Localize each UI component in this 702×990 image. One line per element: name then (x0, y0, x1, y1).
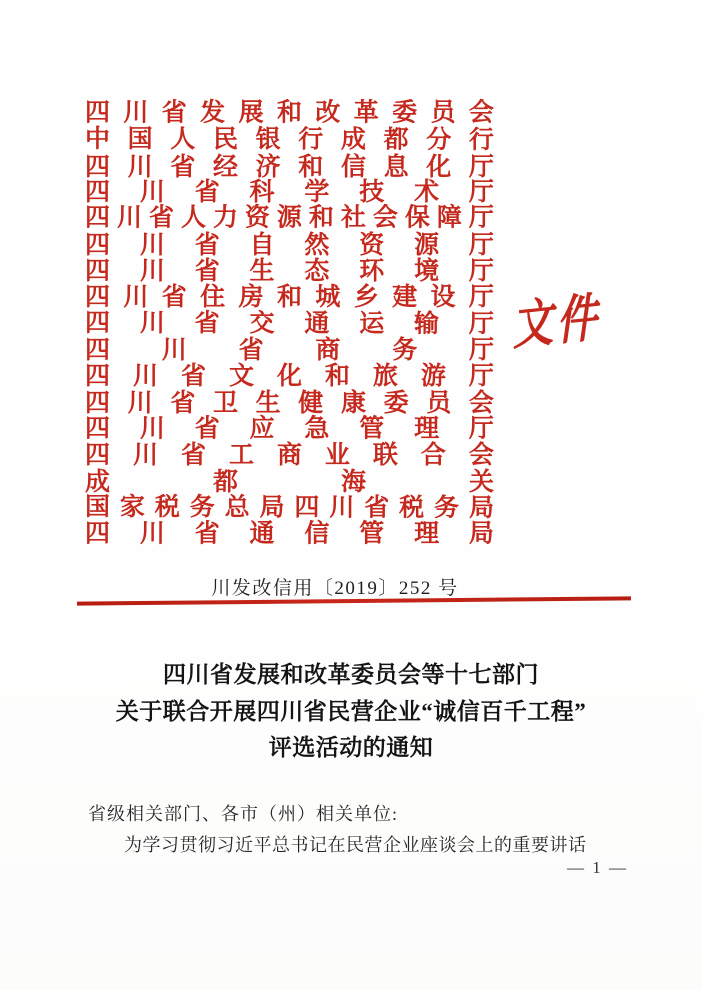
agency-row (85, 338, 494, 364)
agency-character: 厅 (468, 336, 494, 364)
agency-character: 革 (353, 99, 379, 127)
agency-character: 技 (359, 178, 385, 206)
agency-character: 四 (85, 257, 111, 285)
agency-character: 交 (249, 310, 275, 338)
agency-character: 局 (468, 495, 495, 523)
agency-row (85, 311, 494, 338)
agency-character: 息 (383, 153, 409, 181)
agency-character: 和 (276, 99, 302, 127)
agency-character: 经 (212, 153, 238, 181)
agency-character: 和 (298, 153, 324, 181)
agency-character: 四 (85, 414, 111, 442)
agency-character: 厅 (468, 178, 494, 206)
agency-character: 委 (383, 390, 409, 418)
agency-character: 省 (180, 362, 206, 390)
agency-character: 和 (276, 284, 302, 312)
agency-character: 厅 (468, 257, 494, 285)
agency-character: 四 (85, 99, 111, 127)
document-title (0, 657, 702, 767)
agency-character: 信 (340, 153, 366, 181)
agency-character: 川 (139, 520, 165, 548)
agency-character: 保 (404, 204, 430, 232)
agency-character: 应 (249, 414, 275, 442)
agency-character: 成 (85, 468, 111, 496)
agency-character: 员 (426, 390, 452, 418)
agency-character: 房 (238, 284, 264, 312)
agency-row (85, 100, 494, 126)
title-line-1: 四川省发展和改革委员会等十七部门 (163, 662, 539, 687)
agency-character: 川 (139, 178, 165, 206)
agency-row (85, 285, 494, 311)
agency-character: 都 (383, 126, 409, 155)
agency-character: 局 (259, 494, 285, 522)
agency-character: 生 (249, 257, 275, 285)
agency-character: 厅 (468, 204, 494, 232)
agency-character: 改 (315, 99, 341, 127)
agency-character: 税 (399, 495, 425, 523)
agency-character: 联 (372, 441, 398, 469)
agency-character: 关 (468, 468, 494, 496)
agency-character: 管 (359, 520, 385, 548)
agency-character: 术 (414, 178, 440, 206)
issuing-agencies-list (85, 101, 494, 548)
agency-character: 通 (304, 310, 330, 338)
agency-character: 行 (468, 127, 494, 155)
agency-character: 四 (85, 336, 111, 364)
agency-character: 社 (340, 204, 366, 232)
agency-character: 境 (414, 257, 440, 285)
agency-character: 中 (84, 126, 111, 154)
agency-character: 四 (85, 178, 111, 206)
agency-character: 川 (132, 441, 158, 469)
agency-character: 厅 (468, 284, 494, 312)
agency-character: 川 (139, 414, 165, 442)
agency-character: 资 (359, 232, 385, 260)
agency-character: 省 (194, 232, 220, 260)
agency-character: 乡 (353, 284, 379, 312)
agency-character: 合 (420, 441, 446, 469)
document-number: 川发改信用〔2019〕252 号 (211, 578, 459, 599)
agency-character: 运 (359, 310, 385, 339)
agency-character: 展 (238, 99, 264, 127)
agency-character: 科 (249, 178, 275, 206)
agency-character: 急 (304, 414, 330, 442)
agency-character: 省 (180, 441, 206, 469)
page-number: — 1 — (567, 858, 628, 877)
agency-character: 家 (119, 494, 145, 522)
agency-character: 四 (85, 232, 111, 260)
agency-character: 人 (180, 204, 206, 232)
agency-character: 厅 (468, 232, 494, 260)
agency-character: 员 (430, 99, 456, 127)
agency-character: 然 (304, 232, 330, 260)
agency-character: 省 (194, 414, 220, 442)
agency-character: 四 (85, 204, 111, 232)
agency-character: 厅 (468, 362, 494, 390)
agency-character: 障 (436, 204, 462, 232)
agency-character: 和 (308, 204, 334, 232)
agency-character: 城 (315, 284, 341, 312)
agency-character: 厅 (468, 414, 494, 442)
agency-character: 文 (228, 362, 254, 390)
agency-character: 国 (127, 126, 153, 154)
agency-character: 态 (304, 257, 330, 285)
agency-character: 川 (127, 153, 153, 181)
agency-character: 务 (189, 494, 215, 522)
agency-character: 卫 (212, 390, 238, 418)
agency-character: 川 (139, 257, 165, 285)
agency-character: 理 (414, 520, 440, 548)
agency-character: 务 (392, 336, 418, 364)
agency-character: 四 (294, 494, 320, 522)
agency-character: 省 (170, 153, 196, 181)
agency-character: 省 (194, 310, 220, 338)
agency-character: 川 (139, 232, 165, 260)
agency-character: 建 (392, 284, 418, 312)
agency-character: 省 (364, 495, 390, 523)
agency-character: 四 (85, 390, 111, 418)
agency-character: 省 (170, 390, 196, 418)
agency-character: 生 (255, 390, 281, 418)
agency-character: 都 (212, 468, 238, 496)
agency-character: 川 (123, 99, 149, 127)
agency-character: 民 (212, 126, 239, 154)
agency-character: 游 (420, 362, 446, 390)
agency-character: 源 (414, 232, 440, 260)
agency-character: 环 (359, 257, 385, 285)
agency-row (85, 205, 494, 231)
agency-character: 四 (85, 520, 111, 548)
agency-row (85, 259, 494, 285)
agency-character: 川 (116, 204, 142, 232)
agency-character: 务 (434, 495, 460, 523)
agency-character: 自 (249, 232, 275, 260)
agency-character: 资 (244, 204, 270, 232)
agency-character: 管 (359, 414, 385, 442)
agency-row (85, 443, 494, 469)
agency-character: 税 (154, 494, 180, 522)
agency-row (85, 127, 494, 154)
red-header-wenjian-stamp: 文件 (510, 289, 603, 357)
agency-character: 学 (304, 178, 330, 206)
agency-character: 源 (276, 204, 302, 232)
agency-character: 会 (468, 441, 494, 469)
agency-character: 发 (200, 99, 226, 127)
agency-character: 省 (194, 520, 220, 548)
agency-character: 会 (468, 390, 494, 418)
agency-character: 和 (324, 362, 350, 390)
agency-character: 银 (255, 126, 281, 154)
agency-character: 化 (276, 362, 302, 390)
agency-row (85, 233, 494, 259)
agency-character: 会 (372, 204, 398, 232)
agency-character: 商 (315, 336, 341, 364)
agency-character: 省 (148, 204, 174, 232)
agency-character: 力 (212, 204, 238, 232)
agency-character: 通 (249, 520, 275, 548)
body-paragraph-first-line: 为学习贯彻习近平总书记在民营企业座谈会上的重要讲话 (124, 835, 587, 855)
agency-character: 川 (329, 494, 355, 523)
agency-character: 商 (276, 441, 302, 469)
agency-character: 省 (194, 178, 220, 206)
agency-character: 四 (85, 441, 111, 469)
agency-character: 委 (392, 99, 418, 127)
agency-character: 住 (200, 284, 226, 312)
agency-row (85, 364, 494, 390)
agency-character: 海 (340, 468, 366, 496)
agency-character: 理 (414, 414, 440, 442)
agency-character: 成 (340, 126, 366, 154)
agency-character: 济 (255, 153, 281, 181)
agency-character: 省 (194, 257, 220, 285)
agency-character: 输 (414, 311, 440, 339)
agency-character: 四 (85, 153, 111, 181)
agency-character: 四 (84, 310, 111, 338)
agency-character: 省 (161, 99, 187, 127)
agency-character: 业 (324, 441, 350, 469)
agency-character: 省 (161, 284, 187, 312)
agency-character: 川 (127, 390, 153, 418)
agency-character: 川 (123, 284, 149, 312)
agency-row (85, 154, 494, 180)
title-line-3: 评选活动的通知 (268, 735, 434, 760)
agency-character: 健 (298, 390, 324, 418)
agency-character: 分 (426, 127, 452, 155)
agency-character: 康 (340, 390, 366, 418)
agency-row (85, 180, 494, 206)
agency-character: 川 (139, 310, 165, 338)
agency-character: 工 (228, 441, 254, 469)
agency-character: 行 (298, 126, 324, 154)
agency-character: 四 (85, 284, 111, 312)
title-line-2: 关于联合开展四川省民营企业“诚信百千工程” (115, 698, 587, 724)
agency-character: 化 (426, 153, 452, 181)
agency-character: 旅 (372, 362, 398, 390)
agency-character: 信 (304, 520, 330, 548)
agency-row (85, 416, 494, 442)
agency-character: 局 (468, 520, 494, 548)
agency-row (85, 470, 494, 496)
agency-row (85, 495, 494, 522)
agency-character: 川 (161, 336, 187, 364)
agency-row (85, 521, 494, 547)
agency-character: 国 (84, 494, 111, 522)
agency-character: 厅 (468, 153, 494, 181)
agency-row (85, 391, 494, 417)
agency-character: 厅 (468, 311, 494, 339)
agency-character: 总 (224, 494, 250, 522)
agency-character: 人 (170, 126, 196, 154)
agency-character: 省 (238, 336, 264, 364)
agency-character: 设 (430, 284, 456, 312)
salutation-line: 省级相关部门、各市（州）相关单位: (88, 804, 398, 824)
agency-character: 会 (468, 99, 494, 127)
agency-character: 川 (132, 362, 158, 390)
agency-character: 四 (85, 362, 111, 390)
